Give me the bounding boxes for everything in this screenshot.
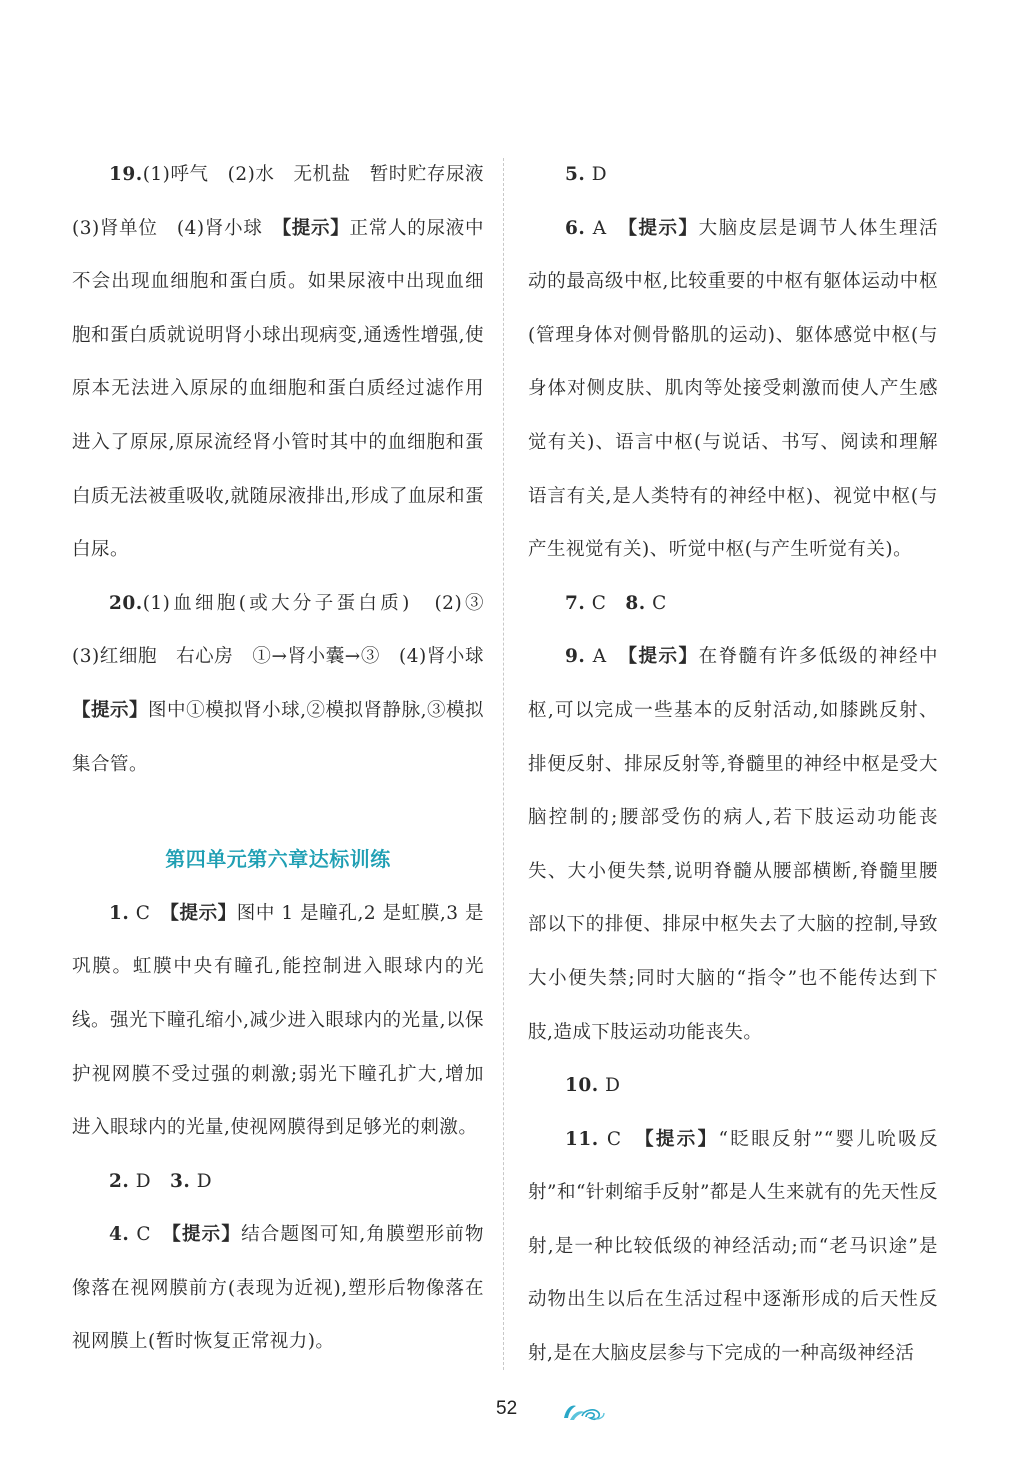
question-number: 10. — [565, 1075, 599, 1097]
hint-label: 【提示】 — [281, 217, 350, 239]
answer-20 — [72, 577, 504, 791]
hint-label: 【提示】 — [627, 646, 699, 668]
question-number: 4. — [109, 1224, 130, 1246]
column-divider — [503, 158, 504, 1370]
hint-label: 【提示】 — [644, 1128, 719, 1150]
hint-text: 在脊髓有许多低级的神经中枢,可以完成一些基本的反射活动,如膝跳反射、排便反射、排尿反射等,脊髓里的神经中枢是受大脑控制的;腰部受伤的病人,若下肢运动功能丧失、大小便失禁,说明脊髓从腰部横断,脊髓里腰部以下的排便、排尿中枢失去了大脑的控制,导致大小便失禁;同时大脑的“指令”也不能传达到下肢,造成下肢运动功能丧失。 — [528, 646, 938, 1043]
answer-text: A — [585, 217, 628, 239]
hint-label: 【提示】 — [72, 699, 149, 721]
answer-4 — [72, 1208, 484, 1369]
hint-text: 图中①模拟肾小球,②模拟肾静脉,③模拟集合管。 — [72, 699, 484, 775]
question-number: 6. — [565, 217, 586, 239]
left-column — [72, 148, 504, 1369]
question-number: 11. — [565, 1128, 599, 1150]
right-column — [528, 148, 938, 1381]
hint-text: “眨眼反射”“婴儿吮吸反射”和“针刺缩手反射”都是人生来就有的先天性反射,是一种比较低级的神经活动;而“老马识途”是动物出生以后在生活过程中逐渐形成的后天性反射,是在大脑皮层参与下完成的一种高级神经活 — [528, 1128, 938, 1365]
question-number: 5. — [565, 164, 586, 185]
answer-7-8 — [528, 577, 938, 631]
question-number: 20. — [109, 592, 143, 614]
question-number: 9. — [565, 646, 586, 668]
hint-label: 【提示】 — [171, 1224, 242, 1246]
answer-text: D — [598, 1075, 621, 1097]
hint-text: 结合题图可知,角膜塑形前物像落在视网膜前方(表现为近视),塑形后物像落在视网膜上(暂时恢复正常视力)。 — [72, 1224, 484, 1353]
answer-text: C — [585, 592, 626, 614]
answer-11 — [528, 1113, 938, 1381]
answer-text: C — [598, 1128, 645, 1150]
answer-text: D — [585, 164, 608, 185]
hint-text: 图中 1 是瞳孔,2 是虹膜,3 是巩膜。虹膜中央有瞳孔,能控制进入眼球内的光线。强光下瞳孔缩小,减少进入眼球内的光量,以保护视网膜不受过强的刺激;弱光下瞳孔扩大,增加进入眼球内的光量,使视网膜得到足够光的刺激。 — [72, 902, 484, 1139]
question-number: 7. — [565, 592, 586, 614]
answer-2-3 — [72, 1155, 484, 1209]
answer-text: (1)血细胞(或大分子蛋白质) (2)③ (3)红细胞 右心房 ①→肾小囊→③ (4)肾小球 — [72, 592, 504, 668]
answer-9 — [528, 630, 938, 1059]
question-number: 1. — [109, 902, 130, 924]
answer-text: C — [645, 592, 667, 614]
page-number: 52 — [496, 1398, 518, 1419]
question-number: 2. — [109, 1170, 130, 1192]
answer-text: A — [585, 646, 628, 668]
question-number: 19. — [109, 164, 143, 185]
hint-label: 【提示】 — [627, 217, 699, 239]
hint-text: 正常人的尿液中不会出现血细胞和蛋白质。如果尿液中出现血细胞和蛋白质就说明肾小球出现病变,通透性增强,使原本无法进入原尿的血细胞和蛋白质经过滤作用进入了原尿,原尿流经肾小管时其中的血细胞和蛋白质无法被重吸收,就随尿液排出,形成了血尿和蛋白尿。 — [72, 217, 484, 561]
answer-text: D — [129, 1170, 171, 1192]
answer-1 — [72, 887, 484, 1155]
answer-text: D — [190, 1170, 213, 1192]
section-heading: 第四单元第六章达标训练 — [165, 847, 391, 872]
answer-text: C — [129, 902, 170, 924]
answer-text: C — [129, 1224, 172, 1246]
hint-text: 大脑皮层是调节人体生理活动的最高级中枢,比较重要的中枢有躯体运动中枢(管理身体对侧骨骼肌的运动)、躯体感觉中枢(与身体对侧皮肤、肌肉等处接受刺激而使人产生感觉有关)、语言中枢(与说话、书写、阅读和理解语言有关,是人类特有的神经中枢)、视觉中枢(与产生视觉有关)、听觉中枢(与产生听觉有关)。 — [528, 217, 938, 561]
leaf-swirl-icon — [560, 1400, 608, 1428]
answer-5 — [528, 148, 938, 202]
question-number: 3. — [170, 1170, 191, 1192]
answer-10 — [528, 1059, 938, 1113]
answer-text: (1)呼气 (2)水 无机盐 暂时贮存尿液 (3)肾单位 (4)肾小球 — [72, 164, 504, 239]
answer-6 — [528, 202, 938, 577]
question-number: 8. — [625, 592, 646, 614]
hint-label: 【提示】 — [169, 902, 237, 924]
answer-19 — [72, 148, 504, 577]
